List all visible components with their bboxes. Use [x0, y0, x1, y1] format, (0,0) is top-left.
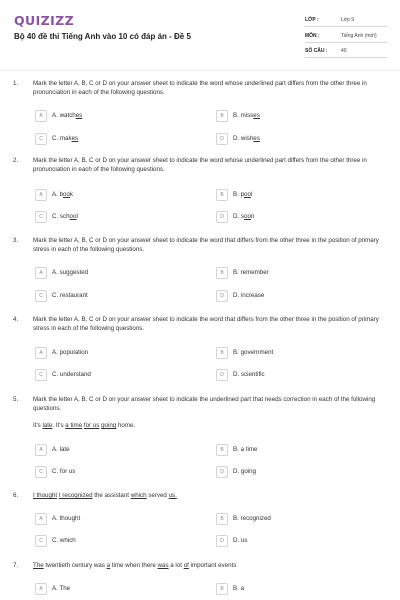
option-text: B. a time [233, 446, 258, 453]
sentence-segment: important events [188, 562, 237, 569]
option-text: A. The [52, 585, 71, 592]
underlined-letters: oo [63, 191, 70, 198]
underlined-segment: late [42, 422, 53, 429]
question-instruction: Mark the letter A, B, C or D on your answer sheet to indicate the word whose underlined part differs from the other three in pronunciation in each of the following questions. [33, 157, 367, 173]
option-letter-box: D [216, 290, 228, 302]
option-letter-box: B [216, 110, 228, 122]
sentence-segment: served [146, 492, 169, 499]
option-letter-box: A [35, 267, 47, 279]
option-text: A. population [52, 349, 89, 356]
question-sentence [33, 492, 177, 499]
sentence-segment: It's [33, 422, 43, 429]
option-letter-box: D [216, 466, 228, 478]
option-letter-box: C [35, 133, 47, 145]
question-instruction: Mark the letter A, B, C or D on your answer sheet to indicate the word whose underlined part differs from the other three in pronunciation in each of the following questions. [33, 80, 367, 96]
option-text: C. for us [52, 468, 76, 475]
meta-value: 40 [341, 48, 347, 54]
option-text: D. increase [233, 292, 265, 299]
question-instruction: Mark the letter A, B, C or D on your answer sheet to indicate the word that differs from the other three in the position of primary stress in each of the following questions. [33, 237, 379, 253]
underlined-letters: es [75, 112, 83, 119]
option-text: D. soon [233, 213, 255, 220]
option-text: A. watches [52, 112, 83, 119]
underlined-segment: going [101, 422, 117, 429]
header-divider [0, 70, 400, 71]
underlined-segment: of [183, 562, 189, 569]
underlined-letters: es [253, 135, 260, 142]
option-text: C. understand [52, 371, 91, 378]
option-letter-box: C [35, 466, 47, 478]
meta-row-subject [305, 29, 387, 43]
underlined-letters: es [253, 112, 260, 119]
document-header [0, 0, 400, 72]
option-text: C. makes [52, 135, 79, 142]
option-letter-box: A [35, 513, 47, 525]
option-letter-box: A [35, 189, 47, 201]
option-text: D. going [233, 468, 257, 475]
option-letter-box: B [216, 513, 228, 525]
meta-label: MÔN : [305, 33, 320, 39]
option-text: C. which [52, 537, 76, 544]
underlined-segment: which [130, 492, 147, 499]
question-number: 7. [13, 562, 19, 569]
question-number: 2. [13, 157, 19, 164]
sentence-segment: twentieth century was [43, 562, 107, 569]
option-text: B. a [233, 585, 245, 592]
option-letter-box: B [216, 583, 228, 595]
option-letter-box: C [35, 211, 47, 223]
option-text: A. late [52, 446, 70, 453]
option-text: A. book [52, 191, 73, 198]
option-text: C. restaurant [52, 292, 88, 299]
option-text: A. suggested [52, 269, 89, 276]
option-text: B. pool [233, 191, 253, 198]
meta-value: Tiếng Anh (mới) [341, 33, 377, 39]
option-letter-box: C [35, 369, 47, 381]
option-text: D. us [233, 537, 248, 544]
option-letter-box: D [216, 211, 228, 223]
underlined-segment: a time [65, 422, 83, 429]
meta-row-class [305, 13, 387, 27]
option-text: A. thought [52, 515, 81, 522]
option-letter-box: A [35, 583, 47, 595]
quizizz-logo: QUIZIZZ [14, 13, 75, 28]
option-text: B. misses [233, 112, 260, 119]
sentence-segment: time when there [110, 562, 158, 569]
option-letter-box: A [35, 110, 47, 122]
underlined-segment: a [106, 562, 111, 569]
option-letter-box: C [35, 535, 47, 547]
underlined-segment: us. [168, 492, 177, 499]
underlined-segment: for us [83, 422, 100, 429]
option-letter-box: B [216, 444, 228, 456]
sentence-segment: a lot [168, 562, 184, 569]
underlined-letters: es [71, 135, 79, 142]
option-text: D. wishes [233, 135, 260, 142]
option-letter-box: D [216, 369, 228, 381]
meta-label: LỚP : [305, 17, 319, 23]
question-instruction: Mark the letter A, B, C or D on your answer sheet to indicate the word that differs from the other three in the position of primary stress in each of the following questions. [33, 316, 379, 332]
option-letter-box: B [216, 347, 228, 359]
option-letter-box: C [35, 290, 47, 302]
option-letter-box: A [35, 347, 47, 359]
question-sentence [33, 422, 135, 429]
underlined-letters: oo [244, 213, 251, 220]
option-letter-box: B [216, 267, 228, 279]
option-text: D. scientific [233, 371, 265, 378]
meta-label: SỐ CÂU : [305, 48, 328, 54]
option-text: B. government [233, 349, 274, 356]
option-text: B. remember [233, 269, 269, 276]
option-letter-box: B [216, 189, 228, 201]
underlined-segment: was [157, 562, 169, 569]
sentence-segment: . It's [52, 422, 66, 429]
question-number: 4. [13, 316, 19, 323]
question-number: 5. [13, 396, 19, 403]
underlined-segment: I recognized [58, 492, 93, 499]
option-text: B. recognized [233, 515, 271, 522]
question-instruction: Mark the letter A, B, C or D on your answer sheet to indicate the underlined part that needs correction in each of the following questions. [33, 396, 376, 412]
underlined-segment: I thought [33, 492, 58, 499]
document-title: Bộ 40 đề thi Tiếng Anh vào 10 có đáp án - Đề 5 [14, 32, 191, 41]
question-sentence [33, 562, 236, 569]
option-letter-box: D [216, 133, 228, 145]
question-number: 6. [13, 492, 19, 499]
sentence-segment: home. [116, 422, 136, 429]
question-number: 1. [13, 80, 19, 87]
underlined-letters: oo [244, 191, 251, 198]
underlined-letters: oo [69, 213, 77, 220]
question-number: 3. [13, 237, 19, 244]
option-letter-box: D [216, 535, 228, 547]
option-text: C. school [52, 213, 78, 220]
meta-value: Lớp 9 [341, 17, 355, 23]
sentence-segment: the assistant [92, 492, 131, 499]
underlined-segment: The [33, 562, 44, 569]
meta-row-count [305, 44, 387, 58]
option-letter-box: A [35, 444, 47, 456]
